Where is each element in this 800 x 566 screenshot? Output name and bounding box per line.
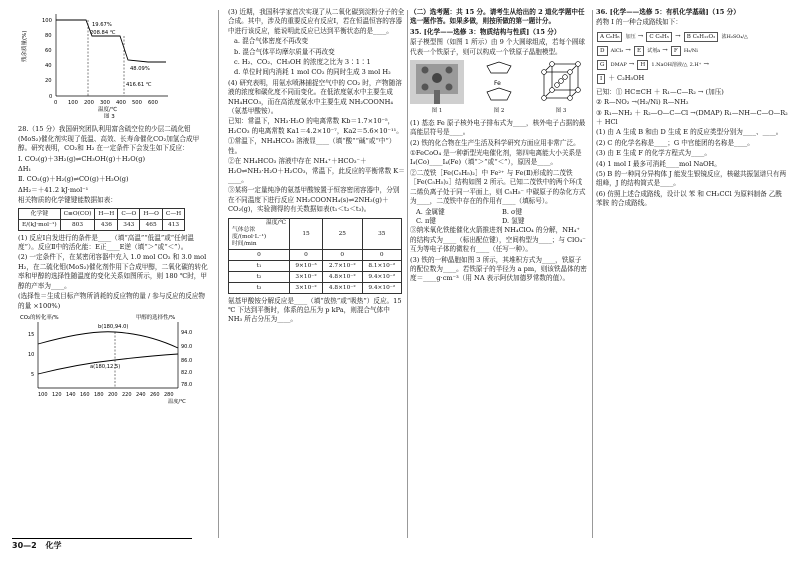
y-tick: 80: [45, 33, 52, 39]
table-cell: 803: [60, 219, 95, 230]
x-tick: 0: [54, 100, 58, 106]
molecule-i: I: [597, 74, 605, 84]
question-28-4-4: 氨基甲酸铵分解反应是____（填“放热”或“吸热”）反应。15 ℃ 下达到平衡时，体系的总压为 p kPa，则混合气体中 NH₃ 所占分压为____。: [228, 296, 402, 324]
option-d: d. 单位时间内消耗 1 mol CO₂ 的同时生成 3 mol H₂: [234, 68, 391, 77]
molecule-e: E: [634, 46, 644, 56]
y-tick: 60: [45, 48, 52, 54]
table-cell: 343: [118, 219, 140, 230]
condition: 浓H₂SO₄/△: [721, 33, 748, 40]
x-tick: 200: [84, 100, 94, 106]
molecule-c: C C₆H₅: [646, 32, 672, 42]
table-cell: 465: [140, 219, 163, 230]
y-left-tick: 15: [28, 331, 35, 338]
table-row: t₁ 9×10⁻³ 2.7×10⁻² 8.1×10⁻²: [229, 260, 402, 271]
column-divider: [218, 10, 219, 538]
known-reaction-1: HC≡CH ＋ R₁—C—R₂ → (加压): [624, 87, 724, 96]
x-tick: 600: [148, 100, 158, 106]
y-right-tick: 82.0: [181, 369, 193, 376]
molecule-a: A C₆H₆: [597, 32, 622, 42]
question-36-1: (1) 由 A 生成 B 和由 D 生成 E 的反应类型分别为____、____。: [596, 128, 783, 137]
question-36-5: (5) B 的一种同分异构体 J 能发生银镜反应，核磁共振氢谱只有两组峰，J 的结构简式是____。: [596, 170, 787, 188]
y-tick: 40: [45, 63, 52, 69]
reaction-1: Ⅰ. CO₂(g)＋3H₂(g)⇌CH₃OH(g)＋H₂O(g): [18, 154, 146, 163]
y-left-label: CO₂的转化率/%: [20, 314, 59, 321]
y-axis-label: 残余质量(%): [22, 30, 28, 62]
question-36-title: 36. [化学——选修 5：有机化学基础]（15 分）: [596, 8, 740, 16]
option-b: B. σ键: [502, 207, 523, 216]
table-header: 化学键: [19, 208, 61, 219]
point-b-label: b(180,94.0): [98, 323, 129, 330]
molecule-g: G: [597, 60, 607, 70]
question-35-body: 原子模型图（如图 1 所示）由 9 个大圆球组成，若每个圆球代表一个铁原子，则可以构成一个铁原子晶胞模型。: [410, 38, 586, 56]
molecule-d: D: [597, 46, 608, 56]
atom-model-photo: [410, 60, 464, 104]
fcc-unit-cell: [534, 60, 588, 104]
corner-conc: 气体总浓度/(mol·L⁻¹): [232, 226, 267, 240]
y-tick: 100: [42, 18, 52, 24]
x-tick: 100: [38, 391, 48, 398]
option-c: c. H₂、CO₂、CH₃OH 的浓度之比为 3∶1∶1: [234, 58, 371, 67]
figure-2: [474, 60, 524, 117]
question-28-4-1: ①常温下，NH₄HCO₃ 溶液显____（填“酸”“碱”或“中”）性。: [228, 137, 396, 155]
figure-caption: 图 3: [555, 108, 567, 115]
subject-label: 化学: [45, 541, 62, 550]
x-axis-label: 温度/℃: [168, 398, 186, 404]
condition: 加压: [625, 33, 636, 40]
figure-caption: 图 2: [493, 108, 505, 115]
table-cell: 413: [162, 219, 184, 230]
option-d: D. 氢键: [502, 216, 525, 225]
question-36-intro: 药物 I 的一种合成路线如下：: [596, 18, 682, 27]
table-header: 35: [362, 218, 401, 249]
condition: H₂/Ni: [683, 47, 698, 54]
corner-time: 时间/min: [232, 240, 257, 247]
x-tick: 240: [136, 391, 146, 398]
x-tick: 260: [150, 391, 160, 398]
table-header: 15: [290, 218, 323, 249]
reaction-2: Ⅱ. CO₂(g)＋H₂(g)⇌CO(g)＋H₂O(g): [18, 175, 129, 184]
known-reaction-2: ② R—NO₂ →(H₂/Ni) R—NH₂: [596, 98, 689, 107]
column-divider: [592, 10, 593, 538]
corner-temp: 温度/℃: [265, 219, 286, 226]
column-3: [410, 8, 588, 538]
y-left-tick: 10: [28, 351, 35, 358]
bond-energy-table: [18, 208, 185, 231]
table-header: H—O: [140, 208, 163, 219]
question-35-3: (3) 铁的一种晶胞如图 3 所示，其堆积方式为____，铁原子的配位数为____。若铁原子的半径为 a pm，则该铁晶体的密度＝____g·cm⁻³（用 NA 表示阿伏加德罗常数的值）。: [410, 255, 587, 283]
question-36-6: (6) 仿照上述合成路线，设计以 苯 和 CH₃CCl 为原料制备 乙酰苯胺 的合成路线。: [596, 189, 783, 208]
condition: 1.NaOH溶液/△: [651, 61, 688, 68]
table-header: 25: [323, 218, 362, 249]
table-header: C—H: [162, 208, 184, 219]
reaction-2-dh: ΔH₂＝＋41.2 kJ·mol⁻¹: [18, 185, 89, 194]
table-row: t₂ 3×10⁻² 4.8×10⁻² 9.4×10⁻²: [229, 271, 402, 282]
point-label: 19.67%: [92, 22, 112, 28]
table-row: 0 0 0 0: [229, 249, 402, 260]
question-36-2: (2) C 的化学名称是____；G 中官能团的名称是____。: [596, 138, 754, 147]
byproduct: ＋ C₂H₅OH: [608, 73, 645, 82]
x-tick: 280: [164, 391, 174, 398]
ferrocene-structure: [474, 60, 524, 104]
question-36-3: (3) 由 E 生成 F 的化学方程式为____。: [596, 149, 711, 158]
option-c: C. π键: [416, 216, 436, 225]
conversion-selectivity-chart: [18, 312, 208, 404]
fe-label: Fe: [494, 80, 501, 88]
option-grid: [416, 208, 588, 227]
column-divider: [407, 10, 408, 538]
point-a-label: a(180,12.5): [90, 363, 121, 370]
figure-row: [410, 60, 588, 117]
column-1: [18, 8, 208, 528]
condition: AlCl₃: [610, 47, 624, 54]
x-axis-label: 温度/℃: [98, 107, 118, 113]
condition: 试剂a: [647, 47, 661, 54]
y-tick: 0: [49, 94, 53, 100]
y-right-tick: 94.0: [181, 329, 193, 336]
x-tick: 140: [66, 391, 76, 398]
x-tick: 400: [116, 100, 126, 106]
reaction-1-dh: ΔH₁: [18, 165, 32, 174]
question-35-2: (2) 铁的化合物在生产生活及科学研究方面应用非常广泛。: [410, 138, 580, 147]
elective-intro: （二）选考题：共 15 分。请考生从给出的 2 道化学题中任选一题作答。如果多做，则按所做的第一题计分。: [410, 8, 585, 26]
synthesis-route: A C₆H₆ 加压 → C C₆H₅ → B C₆H₁₂O₂ 浓H₂SO₄/△ D AlCl₃ → E 试剂a → F H₂/Ni G DMAP → H 1.NaOH溶液/△ 2.H⁺ → I ＋ C₂H₅OH: [596, 30, 788, 85]
x-tick: 200: [108, 391, 118, 398]
known-reaction-3: ③ R₁—NH₂ ＋ R₂—O—C—Cl →(DMAP) R₁—NH—C—O—R₂ ＋ HCl: [596, 108, 788, 127]
point-label: 48.09%: [130, 66, 150, 72]
figure-caption: 图 1: [431, 108, 443, 115]
point-label: 208.84 ℃: [90, 30, 116, 36]
option-a: A. 金属键: [416, 207, 445, 216]
question-35-2-3: ③纳米氧化铁能催化火箭推进剂 NH₄ClO₄ 的分解，NH₄⁺ 的结构式为____（标出配位键），空间构型为____；与 ClO₄⁻ 互为等电子体的微粒有____（任写一种）。: [410, 226, 586, 254]
question-28-1: (1) 反应Ⅰ自发进行的条件是____（填“高温”“低温”或“任何温度”）。反应Ⅱ中的活化能：E正____E逆（填“＞”或“＜”）。: [18, 233, 194, 252]
molecule-f: F: [671, 46, 681, 56]
molecule-b: B C₆H₁₂O₂: [684, 32, 719, 42]
column-2: [228, 8, 406, 538]
x-tick: 120: [52, 391, 62, 398]
point-label: 416.61 ℃: [126, 82, 152, 88]
selectivity-curve: [38, 332, 178, 348]
x-tick: 300: [100, 100, 110, 106]
page-footer: [12, 538, 192, 550]
y-right-tick: 86.0: [181, 357, 193, 364]
y-left-tick: 5: [31, 371, 35, 378]
question-36-4: (4) 1 mol I 最多可消耗____mol NaOH。: [596, 159, 721, 168]
question-28-3: (3) 近期，我国科学家首次实现了从二氧化碳到淀粉分子的全合成。其中，涉及的重要反应有反应Ⅰ，若在恒温恒容的容器中进行该反应，能说明此反应已达到平衡状态的是____。: [228, 8, 405, 35]
question-35-2-1: ①FeCoO₄ 是一种新型光电催化剂，第四电离能大小关系是 I₄(Co)____I₄(Fe)（填“＞”或“＜”），原因是____。: [410, 149, 582, 167]
table-row: t₃ 3×10⁻² 4.8×10⁻² 9.4×10⁻²: [229, 282, 402, 293]
question-28-4-2: ②在 NH₄HCO₃ 溶液中存在 NH₄⁺＋HCO₃⁻＋H₂O⇌NH₃·H₂O＋H₂CO₃，常温下，此反应的平衡常数 K＝____。: [228, 157, 405, 184]
y-right-tick: 78.0: [181, 381, 193, 388]
option-b: b. 混合气体平均摩尔质量不再改变: [234, 47, 335, 56]
question-28-4-constants: 已知：常温下，NH₃·H₂O 的电离常数 Kb＝1.7×10⁻⁵，H₂CO₃ 的电离常数 Ka1＝4.2×10⁻⁷，Ka2＝5.6×10⁻¹¹。: [228, 117, 403, 135]
table-header: C≡O(CO): [60, 208, 95, 219]
option-a: a. 混合气体密度不再改变: [234, 37, 309, 46]
selectivity-note: (选择性＝生成目标产物所消耗的反应物的量 / 参与反应的反应物的量 ×100%): [18, 292, 206, 310]
question-28-stem: 28.（15 分）我国研究团队利用富含硫空位的少层二硫化钼(MoS₂)催化剂实现了低温、高效、长寿命催化CO₂加氢合成甲醇。研究表明，CO₂和 H₂ 在一定条件下会发生如下反应：: [18, 125, 200, 153]
condition: DMAP: [610, 61, 627, 68]
table-cell: E/(kJ·mol⁻¹): [19, 219, 61, 230]
y-right-tick: 90.0: [181, 343, 193, 350]
question-35-1: (1) 基态 Fe 原子核外电子排布式为____，核外电子占据的最高能层符号是____。: [410, 118, 586, 137]
concentration-table: [228, 218, 402, 294]
figure-caption: 图 3: [104, 114, 115, 118]
question-35-title: 35. [化学——选修 3：物质结构与性质]（15 分）: [410, 27, 561, 36]
thermogravimetric-chart: [18, 8, 208, 118]
page-number: 30—2: [12, 541, 37, 550]
known-label: 已知：① HC≡CH ＋ R₁—C—R₂ → (加压): [596, 87, 724, 96]
table-header: C—O: [118, 208, 140, 219]
molecule-h: H: [637, 60, 648, 70]
question-28-4-3: ③某将一定量纯净的氨基甲酸铵置于恒容密闭容器中，分别在不同温度下进行反应 NH₂COONH₄(s)⇌2NH₃(g)＋CO₂(g)，实验测得的有关数据如表(t₁＜t₂＜t₃)。: [228, 186, 400, 214]
x-tick: 160: [80, 391, 90, 398]
bond-table-intro: 相关物质的化学键键能数据如表：: [18, 196, 117, 205]
figure-1: [410, 60, 464, 117]
question-28-4: (4) 研究表明，用氨水喷淋捕捉空气中的 CO₂ 时，产物随溶液的浓度和碳化度不同而变化。在低浓度氨水中主要生成 NH₄HCO₃，而在高浓度氨水中主要生成 NH₂COONH₄（氨基甲酸铵）。: [228, 78, 402, 116]
x-tick: 220: [122, 391, 132, 398]
y-right-label: 甲醇的选择性/%: [136, 314, 176, 321]
table-header: H—H: [95, 208, 118, 219]
x-tick: 500: [132, 100, 142, 106]
table-cell: 436: [95, 219, 118, 230]
y-tick: 20: [45, 78, 52, 84]
question-35-2-2: ②二茂铁［Fe(C₅H₅)₂］中 Fe²⁺ 与 Fe(Ⅱ)形成的二茂铁［Fe(C₅H₅)₂］结构如图 2 所示。已知二茂铁中的两个环戊二烯负离子处于同一平面上，则 C₅H₅⁻ 中碳原子的杂化方式为____，二茂铁中存在的作用有____（填标号）。: [410, 168, 586, 206]
x-tick: 180: [94, 391, 104, 398]
x-tick: 100: [68, 100, 78, 106]
condition: 2.H⁺: [689, 61, 702, 68]
column-4: [596, 8, 788, 548]
figure-3: [534, 60, 588, 117]
question-28-2: (2) 一定条件下，在某密闭容器中充入 1.0 mol CO₂ 和 3.0 mol H₂，在二硫化钼(MoS₂)催化剂作用下合成甲醇，二氧化碳的转化率和甲醇的选择性随温度的变化关系如图所示，则 180 ℃时，甲醇的产率为____。: [18, 253, 208, 290]
